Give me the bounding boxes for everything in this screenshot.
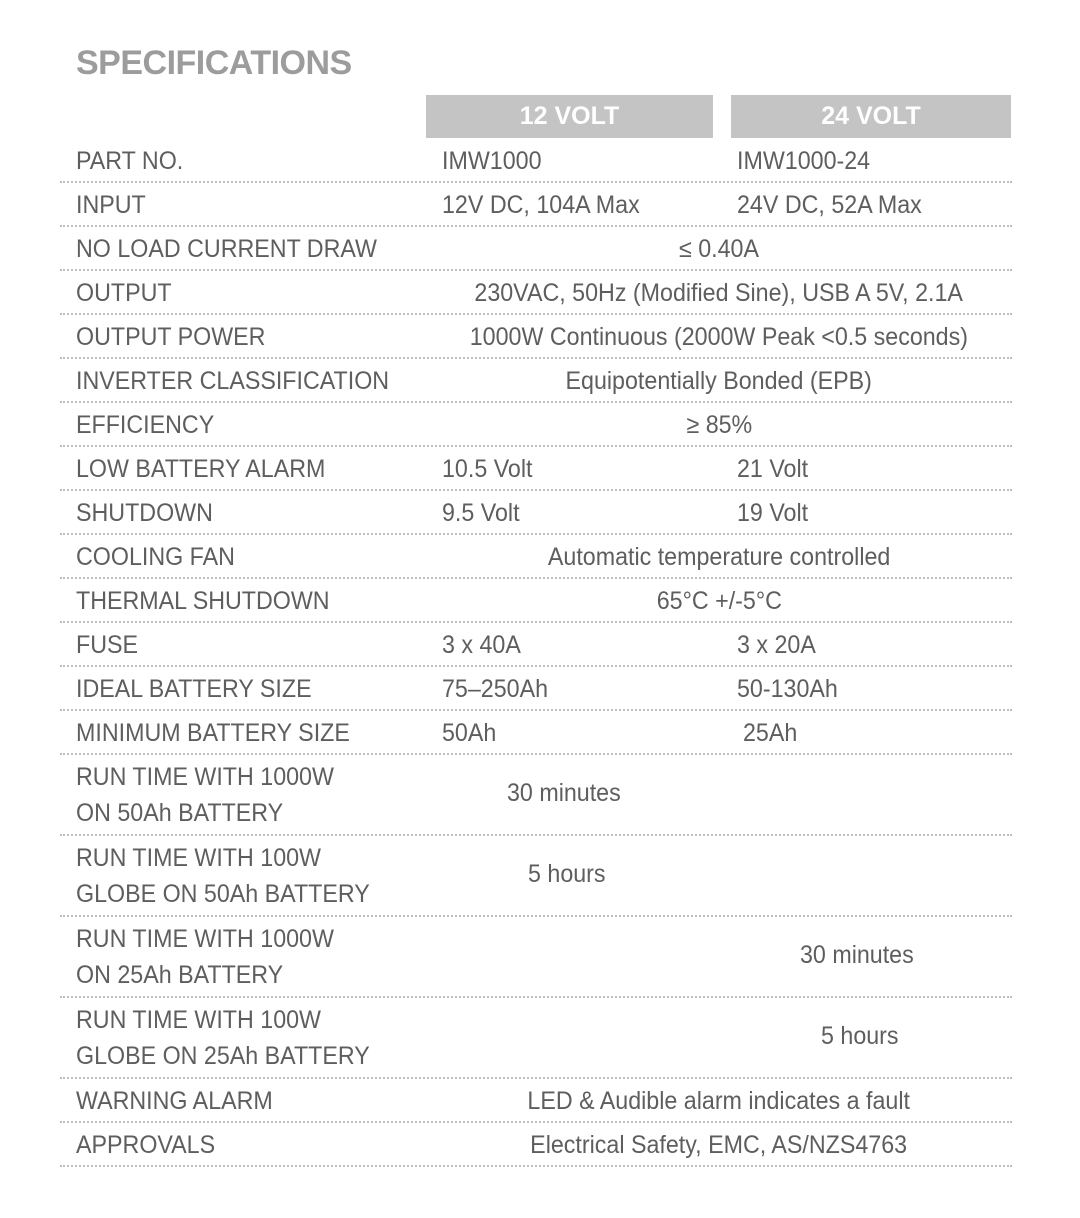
value-24v: 19 Volt — [737, 499, 809, 527]
row-label: OUTPUT — [76, 279, 172, 307]
value-both: 1000W Continuous (2000W Peak <0.5 seconds) — [469, 323, 969, 351]
value-12v: 3 x 40A — [442, 631, 521, 659]
value-12v: 12V DC, 104A Max — [442, 191, 640, 219]
row-label: APPROVALS — [76, 1131, 216, 1159]
table-row-low-battery-alarm — [60, 447, 1012, 491]
value-both: Automatic temperature controlled — [547, 543, 891, 571]
table-row-inverter-classification — [60, 359, 1012, 403]
value-24v: 21 Volt — [737, 455, 809, 483]
table-row-input — [60, 183, 1012, 227]
value-both: ≥ 85% — [686, 411, 752, 439]
table-row-runtime-1000w-50ah — [60, 755, 1012, 836]
value-both: ≤ 0.40A — [679, 235, 759, 263]
table-row-runtime-100w-25ah — [60, 998, 1012, 1079]
row-label: WARNING ALARM — [76, 1087, 273, 1115]
value-12v: 10.5 Volt — [442, 455, 533, 483]
value-both: 65°C +/-5°C — [656, 587, 782, 615]
row-label: NO LOAD CURRENT DRAW — [76, 235, 377, 263]
column-header-24-volt: 24 VOLT — [731, 95, 1011, 138]
table-row-efficiency — [60, 403, 1012, 447]
value-12v: 75–250Ah — [442, 675, 549, 703]
row-label: EFFICIENCY — [76, 411, 215, 439]
table-row-warning-alarm — [60, 1079, 1012, 1123]
value-both: LED & Audible alarm indicates a fault — [527, 1087, 911, 1115]
row-label: MINIMUM BATTERY SIZE — [76, 719, 350, 747]
value-24v: 30 minutes — [800, 941, 914, 969]
table-row-runtime-100w-50ah — [60, 836, 1012, 917]
table-row-cooling-fan — [60, 535, 1012, 579]
value-12v: 30 minutes — [507, 779, 621, 807]
table-row-shutdown — [60, 491, 1012, 535]
table-row-thermal-shutdown — [60, 579, 1012, 623]
row-label: OUTPUT POWER — [76, 323, 266, 351]
page-title: SPECIFICATIONS — [76, 44, 352, 82]
value-24v: 50-130Ah — [737, 675, 838, 703]
row-label: COOLING FAN — [76, 543, 235, 571]
row-label: THERMAL SHUTDOWN — [76, 587, 330, 615]
row-label: INPUT — [76, 191, 146, 219]
row-label: PART NO. — [76, 147, 184, 175]
value-12v: IMW1000 — [442, 147, 542, 175]
table-row-output-power — [60, 315, 1012, 359]
column-header-12-volt: 12 VOLT — [426, 95, 713, 138]
value-24v: 5 hours — [821, 1022, 899, 1050]
table-row-output — [60, 271, 1012, 315]
row-label: LOW BATTERY ALARM — [76, 455, 326, 483]
row-label: RUN TIME WITH 1000W ON 50Ah BATTERY — [76, 763, 334, 827]
row-label: IDEAL BATTERY SIZE — [76, 675, 312, 703]
value-12v: 5 hours — [528, 860, 606, 888]
value-12v: 50Ah — [442, 719, 497, 747]
row-label: RUN TIME WITH 1000W ON 25Ah BATTERY — [76, 925, 334, 989]
row-label: RUN TIME WITH 100W GLOBE ON 25Ah BATTERY — [76, 1006, 370, 1070]
row-label: INVERTER CLASSIFICATION — [76, 367, 390, 395]
value-24v: 3 x 20A — [737, 631, 816, 659]
table-row-part-no — [60, 139, 1012, 183]
row-label: RUN TIME WITH 100W GLOBE ON 50Ah BATTERY — [76, 844, 370, 908]
value-24v: 24V DC, 52A Max — [737, 191, 922, 219]
table-row-minimum-battery-size — [60, 711, 1012, 755]
table-row-approvals — [60, 1123, 1012, 1167]
row-label: FUSE — [76, 631, 139, 659]
row-label: SHUTDOWN — [76, 499, 213, 527]
specifications-table — [60, 139, 1012, 1167]
value-24v: IMW1000-24 — [737, 147, 871, 175]
table-row-no-load-current — [60, 227, 1012, 271]
value-both: 230VAC, 50Hz (Modified Sine), USB A 5V, 2.1A — [474, 279, 964, 307]
value-both: Equipotentially Bonded (EPB) — [565, 367, 873, 395]
value-24v: 25Ah — [743, 719, 798, 747]
value-both: Electrical Safety, EMC, AS/NZS4763 — [530, 1131, 908, 1159]
table-row-fuse — [60, 623, 1012, 667]
value-12v: 9.5 Volt — [442, 499, 520, 527]
table-row-ideal-battery-size — [60, 667, 1012, 711]
table-row-runtime-1000w-25ah — [60, 917, 1012, 998]
